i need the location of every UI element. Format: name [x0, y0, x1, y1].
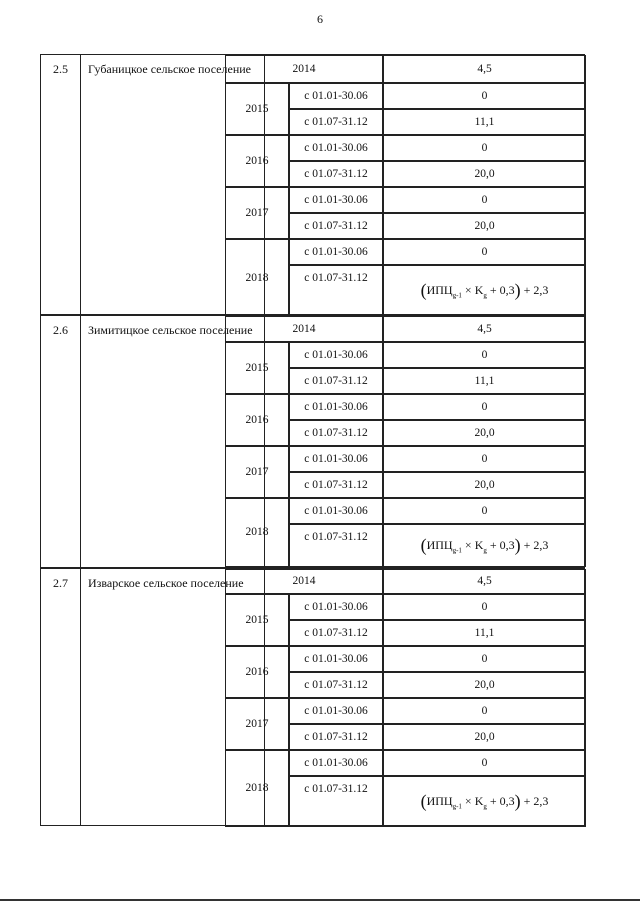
value-second-half: [383, 776, 586, 827]
value-second-half: 11,1: [383, 620, 586, 646]
year-label: 2016: [225, 646, 289, 698]
base-year: 2014: [225, 316, 383, 342]
open-paren: (: [420, 534, 427, 555]
value-second-half: [383, 524, 586, 567]
k-subscript: g: [483, 291, 487, 300]
year-label: 2016: [225, 394, 289, 446]
period-first-half: с 01.01-30.06: [289, 394, 383, 420]
value-second-half: 11,1: [383, 109, 586, 135]
value-first-half: 0: [383, 446, 586, 472]
period-first-half: с 01.01-30.06: [289, 750, 383, 776]
close-paren: ): [514, 534, 521, 555]
value-second-half: 20,0: [383, 420, 586, 446]
outer-term: + 2,3: [523, 793, 549, 808]
base-year: 2014: [225, 569, 383, 594]
period-second-half: с 01.07-31.12: [289, 161, 383, 187]
outer-term: + 2,3: [523, 537, 549, 552]
value-first-half: 0: [383, 394, 586, 420]
year-label: 2016: [225, 135, 289, 187]
inner-term: + 0,3: [489, 793, 515, 808]
tariff-formula: [421, 281, 549, 301]
section-number: 2.7: [41, 569, 81, 825]
times-sign: ×: [464, 537, 472, 552]
value-first-half: 0: [383, 342, 586, 368]
period-second-half: с 01.07-31.12: [289, 776, 383, 827]
open-paren: (: [420, 280, 427, 301]
value-second-half: 20,0: [383, 724, 586, 750]
value-second-half: 20,0: [383, 672, 586, 698]
period-second-half: с 01.07-31.12: [289, 472, 383, 498]
ipc-symbol: ИПЦ: [426, 793, 453, 808]
period-second-half: с 01.07-31.12: [289, 213, 383, 239]
section-2-7: [40, 568, 585, 826]
times-sign: ×: [464, 283, 472, 298]
ipc-symbol: ИПЦ: [426, 537, 453, 552]
year-label: 2018: [225, 239, 289, 317]
value-first-half: 0: [383, 135, 586, 161]
outer-term: + 2,3: [523, 283, 549, 298]
inner-term: + 0,3: [489, 283, 515, 298]
ipc-symbol: ИПЦ: [426, 283, 453, 298]
base-year: 2014: [225, 55, 383, 83]
section-number: 2.6: [41, 316, 81, 567]
period-first-half: с 01.01-30.06: [289, 498, 383, 524]
value-second-half: 11,1: [383, 368, 586, 394]
value-second-half: 20,0: [383, 472, 586, 498]
ipc-subscript: g-1: [452, 291, 462, 300]
section-2-6: [40, 315, 585, 568]
year-label: 2015: [225, 594, 289, 646]
tariff-formula: [421, 792, 549, 812]
period-first-half: с 01.01-30.06: [289, 446, 383, 472]
section-number: 2.5: [41, 55, 81, 314]
value-first-half: 0: [383, 750, 586, 776]
year-label: 2015: [225, 342, 289, 394]
settlement-name: Губаницкое сельское поселение: [81, 55, 265, 314]
period-first-half: с 01.01-30.06: [289, 83, 383, 109]
period-second-half: с 01.07-31.12: [289, 420, 383, 446]
value-first-half: 0: [383, 594, 586, 620]
value-second-half: 20,0: [383, 213, 586, 239]
k-symbol: K: [474, 283, 484, 298]
k-subscript: g: [483, 801, 487, 810]
period-second-half: с 01.07-31.12: [289, 620, 383, 646]
period-second-half: с 01.07-31.12: [289, 368, 383, 394]
bottom-rule: [0, 899, 640, 901]
page-number: 6: [317, 12, 323, 26]
year-label: 2017: [225, 446, 289, 498]
period-first-half: с 01.01-30.06: [289, 646, 383, 672]
value-first-half: 0: [383, 698, 586, 724]
period-second-half: с 01.07-31.12: [289, 109, 383, 135]
ipc-subscript: g-1: [452, 801, 462, 810]
period-first-half: с 01.01-30.06: [289, 135, 383, 161]
year-label: 2017: [225, 187, 289, 239]
period-first-half: с 01.01-30.06: [289, 342, 383, 368]
base-value: 4,5: [383, 55, 586, 83]
close-paren: ): [514, 280, 521, 301]
value-second-half: [383, 265, 586, 317]
times-sign: ×: [464, 793, 472, 808]
base-value: 4,5: [383, 569, 586, 594]
ipc-subscript: g-1: [452, 545, 462, 554]
k-symbol: K: [474, 537, 484, 552]
period-first-half: с 01.01-30.06: [289, 594, 383, 620]
year-label: 2017: [225, 698, 289, 750]
value-first-half: 0: [383, 498, 586, 524]
period-first-half: с 01.01-30.06: [289, 698, 383, 724]
year-label: 2015: [225, 83, 289, 135]
value-first-half: 0: [383, 239, 586, 265]
period-second-half: с 01.07-31.12: [289, 724, 383, 750]
period-second-half: с 01.07-31.12: [289, 524, 383, 567]
period-first-half: с 01.01-30.06: [289, 187, 383, 213]
period-second-half: с 01.07-31.12: [289, 672, 383, 698]
value-first-half: 0: [383, 187, 586, 213]
k-symbol: K: [474, 793, 484, 808]
year-label: 2018: [225, 750, 289, 827]
period-first-half: с 01.01-30.06: [289, 239, 383, 265]
period-second-half: с 01.07-31.12: [289, 265, 383, 317]
settlement-name: Изварское сельское поселение: [81, 569, 265, 825]
value-second-half: 20,0: [383, 161, 586, 187]
base-value: 4,5: [383, 316, 586, 342]
section-2-5: [40, 54, 585, 315]
inner-term: + 0,3: [489, 537, 515, 552]
value-first-half: 0: [383, 646, 586, 672]
close-paren: ): [514, 790, 521, 811]
k-subscript: g: [483, 545, 487, 554]
settlement-name: Зимитицкое сельское поселение: [81, 316, 265, 567]
open-paren: (: [420, 790, 427, 811]
year-label: 2018: [225, 498, 289, 567]
tariff-formula: [421, 536, 549, 556]
value-first-half: 0: [383, 83, 586, 109]
